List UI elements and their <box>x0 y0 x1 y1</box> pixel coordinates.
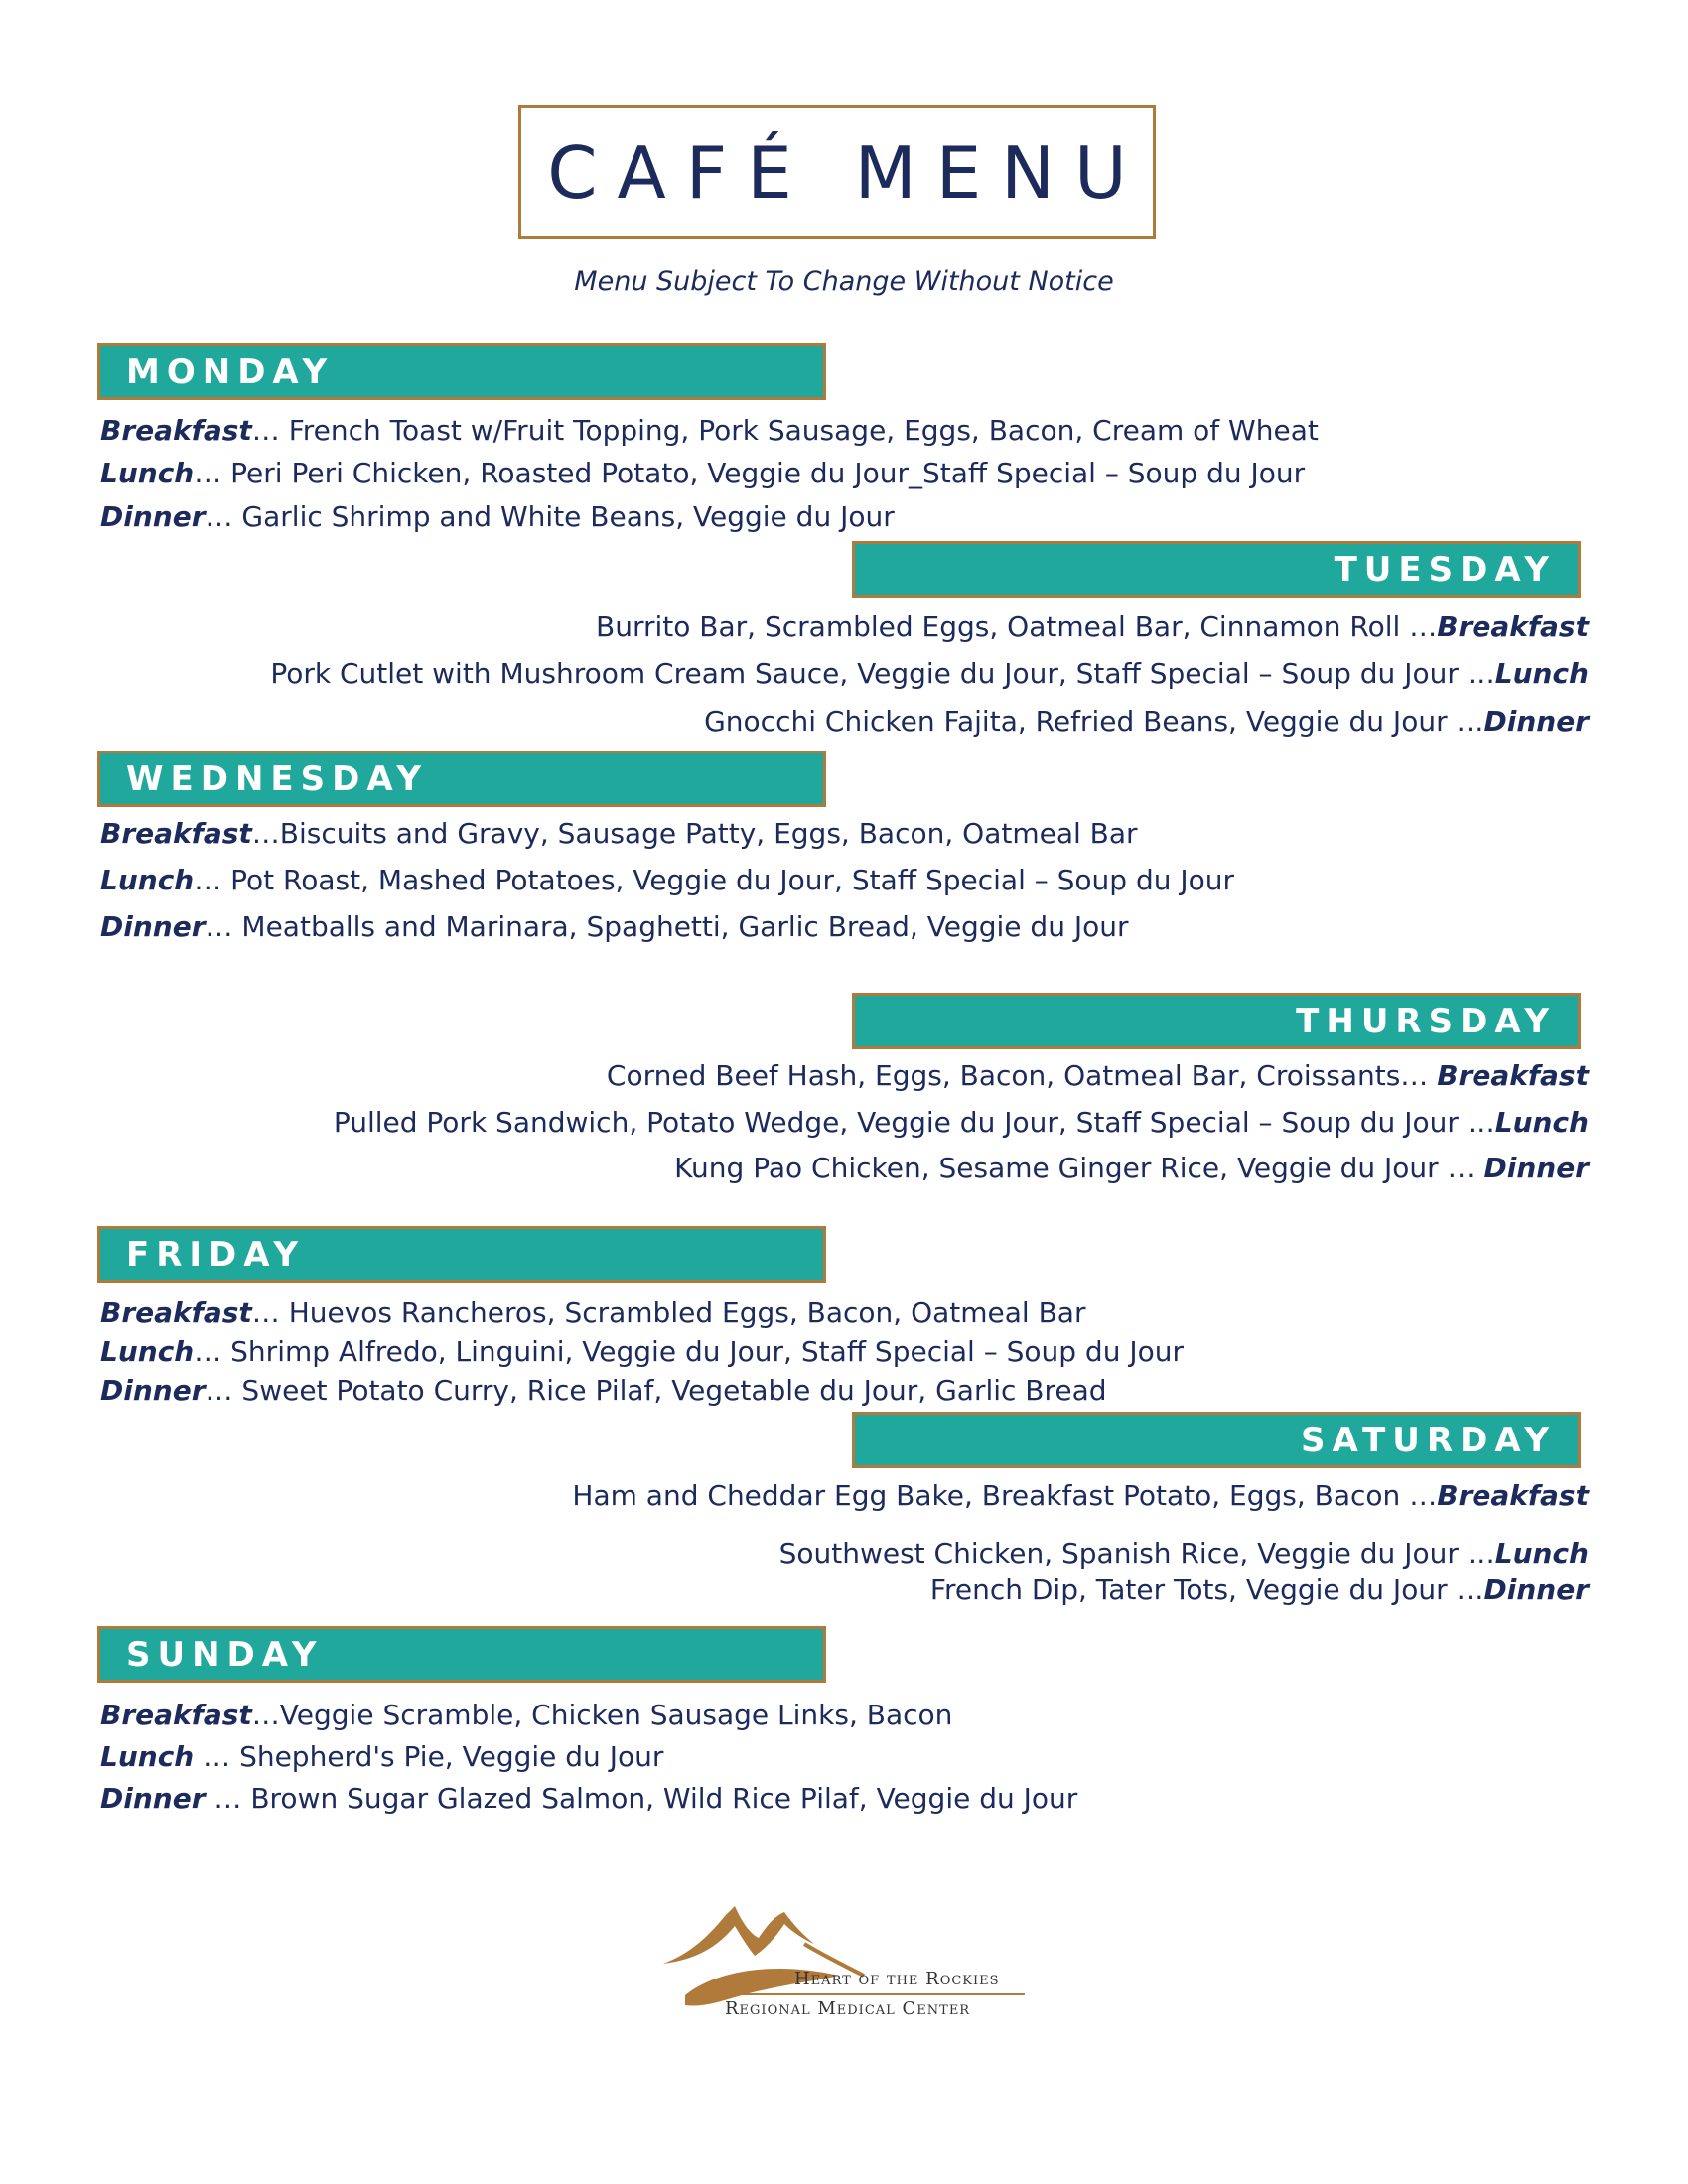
meal-label: Breakfast <box>100 1699 252 1731</box>
day-header-monday <box>97 343 826 400</box>
saturday-breakfast-line <box>572 1478 1589 1514</box>
monday-lunch-line <box>100 456 1305 491</box>
meal-label: Dinner <box>1483 1152 1589 1184</box>
meal-separator: … <box>251 1297 289 1329</box>
meal-items: Veggie Scramble, Chicken Sausage Links, Bacon <box>279 1699 953 1731</box>
day-header-sunday <box>97 1626 826 1683</box>
friday-lunch-line <box>100 1334 1184 1370</box>
day-label: SATURDAY <box>1300 1420 1556 1460</box>
meal-label: Lunch <box>100 1740 195 1773</box>
saturday-dinner-line <box>930 1572 1589 1608</box>
meal-label: Dinner <box>1483 1573 1589 1606</box>
meal-items: Pork Cutlet with Mushroom Cream Sauce, Veggie du Jour, Staff Special – Soup du Jour <box>270 657 1468 690</box>
day-header-thursday <box>852 993 1581 1049</box>
meal-separator: … <box>194 864 231 896</box>
meal-items: Shrimp Alfredo, Linguini, Veggie du Jour, Staff Special – Soup du Jour <box>230 1335 1184 1368</box>
day-header-friday <box>97 1226 826 1283</box>
meal-items: Pot Roast, Mashed Potatoes, Veggie du Jour, Staff Special – Soup du Jour <box>230 864 1235 896</box>
menu-disclaimer: Menu Subject To Change Without Notice <box>574 266 1114 297</box>
meal-items: Huevos Rancheros, Scrambled Eggs, Bacon, Oatmeal Bar <box>288 1297 1086 1329</box>
meal-label: Dinner <box>100 500 206 533</box>
meal-label: Dinner <box>100 910 206 943</box>
meal-items: Meatballs and Marinara, Spaghetti, Garlic Bread, Veggie du Jour <box>241 910 1129 943</box>
day-header-wednesday <box>97 751 826 807</box>
meal-separator: … <box>194 457 231 489</box>
meal-label: Breakfast <box>1437 1059 1589 1092</box>
meal-items: Southwest Chicken, Spanish Rice, Veggie du Jour <box>778 1537 1468 1570</box>
tuesday-lunch-line <box>270 656 1589 692</box>
day-header-tuesday <box>852 541 1581 598</box>
meal-items: French Toast w/Fruit Topping, Pork Sausage, Eggs, Bacon, Cream of Wheat <box>288 414 1319 447</box>
day-label: SUNDAY <box>126 1634 324 1675</box>
meal-items: Sweet Potato Curry, Rice Pilaf, Vegetable du Jour, Garlic Bread <box>241 1374 1107 1407</box>
thursday-lunch-line <box>334 1105 1589 1141</box>
meal-label: Breakfast <box>100 1297 252 1329</box>
meal-items: French Dip, Tater Tots, Veggie du Jour <box>929 1573 1457 1606</box>
meal-separator: … <box>205 910 242 943</box>
meal-label: Breakfast <box>100 414 252 447</box>
meal-separator: … <box>1467 1106 1495 1139</box>
meal-items: Kung Pao Chicken, Sesame Ginger Rice, Veggie du Jour <box>674 1152 1448 1184</box>
thursday-breakfast-line <box>607 1058 1589 1094</box>
wednesday-breakfast-line <box>100 816 1138 852</box>
meal-items: Biscuits and Gravy, Sausage Patty, Eggs, Bacon, Oatmeal Bar <box>279 817 1138 850</box>
day-label: FRIDAY <box>126 1234 305 1275</box>
meal-items: Ham and Cheddar Egg Bake, Breakfast Potato, Eggs, Bacon <box>572 1479 1410 1512</box>
friday-breakfast-line <box>100 1296 1085 1331</box>
meal-separator: … <box>251 414 289 447</box>
org-name-line2: Regional Medical Center <box>725 1998 971 2019</box>
sunday-breakfast-line <box>100 1698 952 1733</box>
meal-items: Brown Sugar Glazed Salmon, Wild Rice Pilaf, Veggie du Jour <box>250 1782 1078 1815</box>
meal-separator: … <box>194 1335 231 1368</box>
tuesday-dinner-line <box>704 704 1589 740</box>
meal-label: Lunch <box>100 864 195 896</box>
meal-separator: … <box>1409 611 1438 643</box>
meal-separator: … <box>1400 1059 1438 1092</box>
meal-label: Lunch <box>100 457 195 489</box>
meal-label: Dinner <box>100 1374 206 1407</box>
meal-separator: … <box>194 1740 240 1773</box>
meal-items: Burrito Bar, Scrambled Eggs, Oatmeal Bar, Cinnamon Roll <box>596 611 1410 643</box>
meal-label: Lunch <box>1494 1106 1589 1139</box>
saturday-lunch-line <box>779 1536 1589 1571</box>
meal-separator: … <box>205 500 242 533</box>
meal-items: Shepherd's Pie, Veggie du Jour <box>239 1740 664 1773</box>
friday-dinner-line <box>100 1373 1107 1409</box>
meal-label: Lunch <box>100 1335 195 1368</box>
meal-label: Dinner <box>100 1782 206 1815</box>
wednesday-lunch-line <box>100 863 1234 898</box>
org-name-line1: Heart of the Rockies <box>794 1969 1000 1989</box>
meal-separator: … <box>205 1782 251 1815</box>
meal-items: Gnocchi Chicken Fajita, Refried Beans, Veggie du Jour <box>704 705 1457 738</box>
meal-label: Breakfast <box>100 817 252 850</box>
meal-separator: … <box>1456 705 1484 738</box>
meal-label: Breakfast <box>1437 611 1589 643</box>
meal-items: Pulled Pork Sandwich, Potato Wedge, Veggie du Jour, Staff Special – Soup du Jour <box>333 1106 1468 1139</box>
meal-separator: … <box>1467 657 1495 690</box>
meal-separator: … <box>1409 1479 1438 1512</box>
monday-breakfast-line <box>100 413 1319 449</box>
day-label: THURSDAY <box>1296 1001 1556 1041</box>
title-box <box>518 105 1156 239</box>
monday-dinner-line <box>100 499 895 535</box>
meal-separator: … <box>251 1699 280 1731</box>
sunday-lunch-line <box>100 1739 663 1775</box>
thursday-dinner-line <box>674 1151 1589 1186</box>
meal-label: Breakfast <box>1437 1479 1589 1512</box>
meal-label: Dinner <box>1483 705 1589 738</box>
meal-separator: … <box>251 817 280 850</box>
meal-items: Garlic Shrimp and White Beans, Veggie du Jour <box>241 500 895 533</box>
page-title: CAFÉ MENU <box>547 130 1147 214</box>
meal-separator: … <box>1447 1152 1484 1184</box>
day-label: MONDAY <box>126 351 335 392</box>
meal-items: Corned Beef Hash, Eggs, Bacon, Oatmeal Bar, Croissants <box>606 1059 1401 1092</box>
meal-label: Lunch <box>1494 657 1589 690</box>
meal-separator: … <box>205 1374 242 1407</box>
meal-separator: … <box>1467 1537 1495 1570</box>
meal-items: Peri Peri Chicken, Roasted Potato, Veggie du Jour_Staff Special – Soup du Jour <box>230 457 1306 489</box>
meal-separator: … <box>1456 1573 1484 1606</box>
day-label: TUESDAY <box>1334 549 1556 590</box>
sunday-dinner-line <box>100 1781 1077 1817</box>
wednesday-dinner-line <box>100 909 1128 945</box>
logo-divider <box>721 1993 1025 1995</box>
day-header-saturday <box>852 1412 1581 1468</box>
meal-label: Lunch <box>1494 1537 1589 1570</box>
tuesday-breakfast-line <box>596 610 1589 645</box>
day-label: WEDNESDAY <box>126 758 429 799</box>
